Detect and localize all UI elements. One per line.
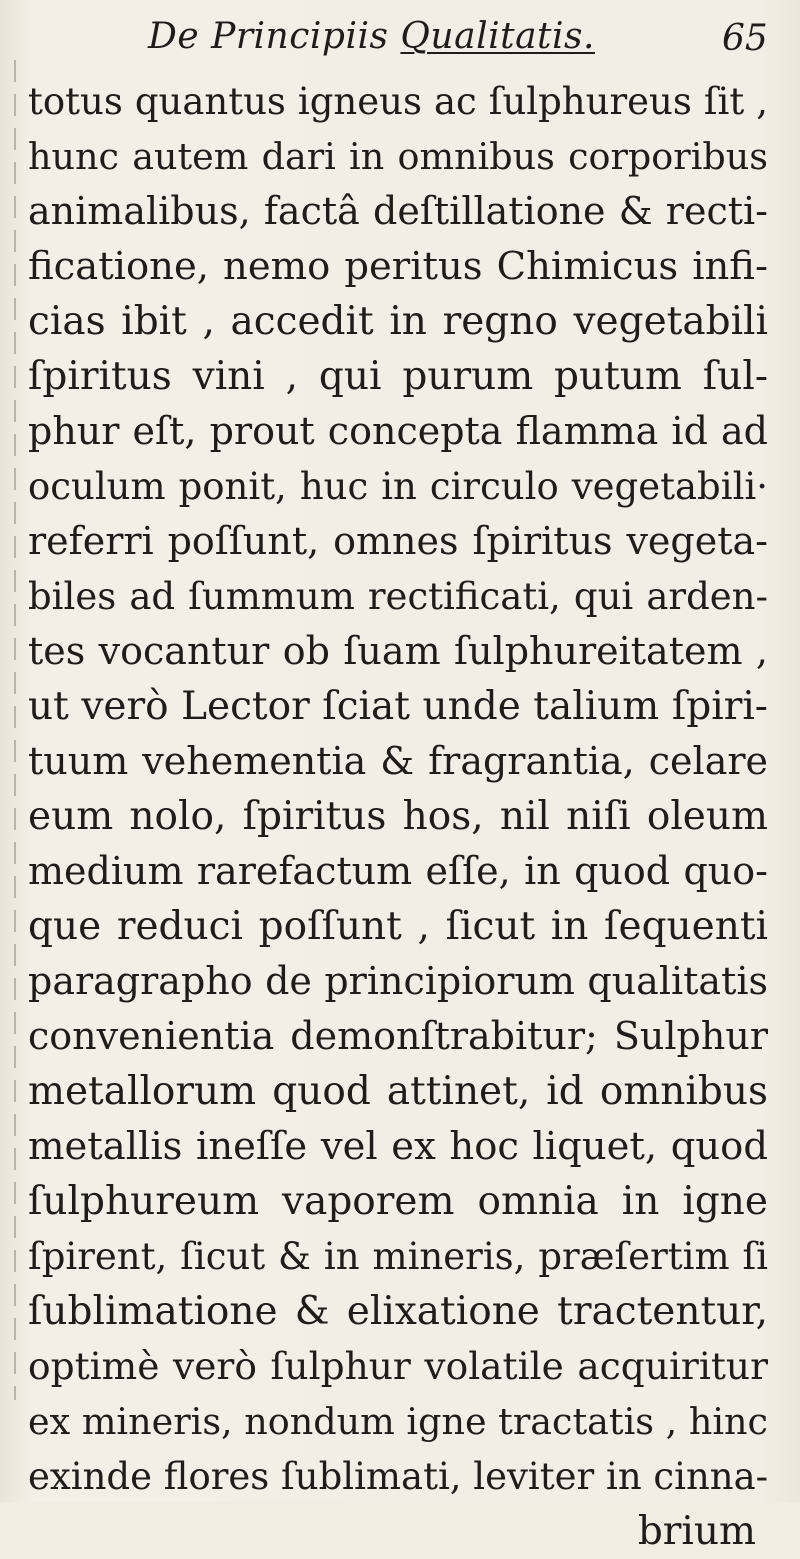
text-line: tuum vehementia & fragrantia, celare: [28, 739, 768, 783]
text-line: ſublimatione & elixatione tractentur,: [28, 1289, 768, 1334]
text-line: eum nolo, ſpiritus hos, nil niſi oleum: [28, 794, 768, 839]
text-line: ut verò Lector ſciat unde talium ſpiri-: [28, 684, 768, 729]
text-line: oculum ponit, huc in circulo vegetabili·: [28, 465, 768, 508]
text-line: optimè verò ſulphur volatile acquiritur: [28, 1344, 768, 1388]
text-line: exinde flores ſublimati, leviter in cinna-: [28, 1455, 768, 1498]
text-line: medium rarefactum eſſe, in quod quo-: [28, 849, 768, 893]
text-line: ex mineris, nondum igne tractatis , hinc: [28, 1400, 768, 1443]
text-line: metallorum quod attinet, id omnibus: [28, 1069, 768, 1114]
text-line: phur eſt, prout concepta flamma id ad: [28, 409, 768, 453]
catchword: brium: [637, 1509, 756, 1554]
text-line: animalibus, factâ deſtillatione & recti-: [28, 189, 768, 233]
text-line: biles ad ſummum rectificati, qui arden-: [28, 575, 768, 618]
page-number: 65: [722, 18, 768, 59]
text-line: ſpirent, ſicut & in mineris, præſertim ſi: [28, 1235, 768, 1278]
body-text: [28, 74, 768, 1559]
running-title-part1: De Principiis: [148, 16, 401, 57]
text-line: totus quantus igneus ac ſulphureus ſit ,: [28, 80, 768, 123]
text-line: referri poſſunt, omnes ſpiritus vegeta-: [28, 519, 768, 563]
text-line: que reduci poſſunt , ſicut in ſequenti: [28, 904, 768, 949]
text-line: convenientia demonſtrabitur; Sulphur: [28, 1014, 768, 1058]
text-line: ſulphureum vaporem omnia in igne: [28, 1179, 768, 1224]
text-line: metallis ineſſe vel ex hoc liquet, quod: [28, 1124, 768, 1169]
text-line: paragrapho de principiorum qualitatis: [28, 959, 768, 1003]
text-line: cias ibit , accedit in regno vegetabili: [28, 299, 768, 344]
running-title: [148, 16, 595, 57]
text-line: tes vocantur ob ſuam ſulphureitatem ,: [28, 629, 768, 673]
text-line: ſpiritus vini , qui purum putum ſul-: [28, 354, 768, 399]
page-header: [0, 16, 800, 76]
page-margin-shadow: [14, 60, 16, 1400]
running-title-part2: Qualitatis.: [400, 16, 595, 57]
text-line: hunc autem dari in omnibus corporibus: [28, 135, 768, 178]
text-line: ficatione, nemo peritus Chimicus infi-: [28, 244, 768, 289]
